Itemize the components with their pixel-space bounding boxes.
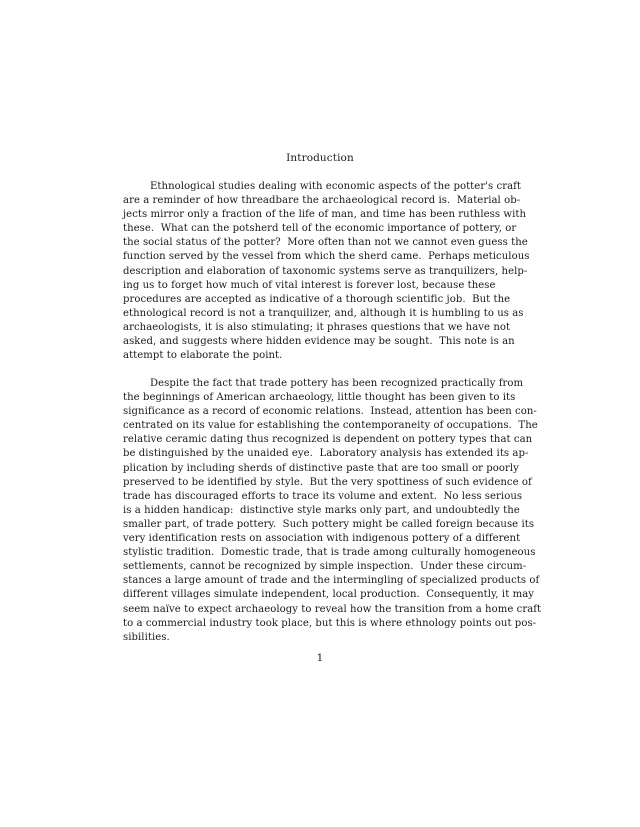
text-line: be distinguished by the unaided eye. Laboratory analysis has extended its ap- bbox=[123, 448, 529, 460]
text-line: different villages simulate independent, local production. Consequently, it may bbox=[123, 589, 535, 601]
page-title: Introduction bbox=[286, 152, 354, 164]
page-number: 1 bbox=[316, 652, 324, 664]
text-line: centrated on its value for establishing the contemporaneity of occupations. The bbox=[123, 420, 538, 432]
text-line: relative ceramic dating thus recognized is dependent on pottery types that can bbox=[123, 434, 533, 446]
text-line: jects mirror only a fraction of the life of man, and time has been ruthless with bbox=[123, 209, 526, 221]
text-line: settlements, cannot be recognized by simple inspection. Under these circum- bbox=[123, 561, 527, 573]
text-line: to a commercial industry took place, but this is where ethnology points out pos- bbox=[123, 617, 537, 629]
text-line: archaeologists, it is also stimulating; it phrases questions that we have not bbox=[123, 321, 511, 333]
text-line: asked, and suggests where hidden evidence may be sought. This note is an bbox=[123, 336, 515, 348]
paragraph-1 bbox=[123, 180, 543, 363]
text-line: trade has discouraged efforts to trace its volume and extent. No less serious bbox=[123, 490, 523, 502]
text-line: Ethnological studies dealing with economic aspects of the potter's craft bbox=[150, 181, 522, 192]
text-line: attempt to elaborate the point. bbox=[123, 350, 283, 362]
text-line: significance as a record of economic relations. Instead, attention has been con- bbox=[123, 406, 537, 418]
text-line: plication by including sherds of distinctive paste that are too small or poorly bbox=[123, 462, 519, 474]
text-line: sibilities. bbox=[123, 631, 170, 643]
text-line: these. What can the potsherd tell of the economic importance of pottery, or bbox=[123, 223, 517, 235]
text-line: description and elaboration of taxonomic systems serve as tranquilizers, help- bbox=[123, 265, 528, 277]
text-line: ing us to forget how much of vital interest is forever lost, because these bbox=[123, 279, 496, 291]
text-line: ethnological record is not a tranquilizer, and, although it is humbling to us as bbox=[123, 307, 524, 319]
text-line: procedures are accepted as indicative of a thorough scientific job. But the bbox=[123, 293, 511, 305]
text-line: seem naïve to expect archaeology to reveal how the transition from a home craft bbox=[123, 603, 542, 615]
text-line: function served by the vessel from which the sherd came. Perhaps meticulous bbox=[123, 251, 530, 263]
text-line: is a hidden handicap: distinctive style marks only part, and undoubtedly the bbox=[123, 504, 520, 516]
text-line: preserved to be identified by style. But the very spottiness of such evidence of bbox=[123, 476, 532, 488]
text-line: Despite the fact that trade pottery has been recognized practically from bbox=[150, 378, 524, 389]
text-line: are a reminder of how threadbare the archaeological record is. Material ob- bbox=[123, 195, 521, 207]
text-line: the beginnings of American archaeology, little thought has been given to its bbox=[123, 392, 516, 404]
text-line: very identification rests on association with indigenous pottery of a different bbox=[123, 533, 521, 545]
text-line: stylistic tradition. Domestic trade, that is trade among culturally homogeneous bbox=[123, 547, 536, 559]
paragraph-2 bbox=[123, 377, 543, 645]
text-line: smaller part, of trade pottery. Such pottery might be called foreign because its bbox=[123, 518, 535, 530]
text-line: the social status of the potter? More often than not we cannot even guess the bbox=[123, 237, 528, 249]
text-line: stances a large amount of trade and the intermingling of specialized products of bbox=[123, 575, 540, 587]
